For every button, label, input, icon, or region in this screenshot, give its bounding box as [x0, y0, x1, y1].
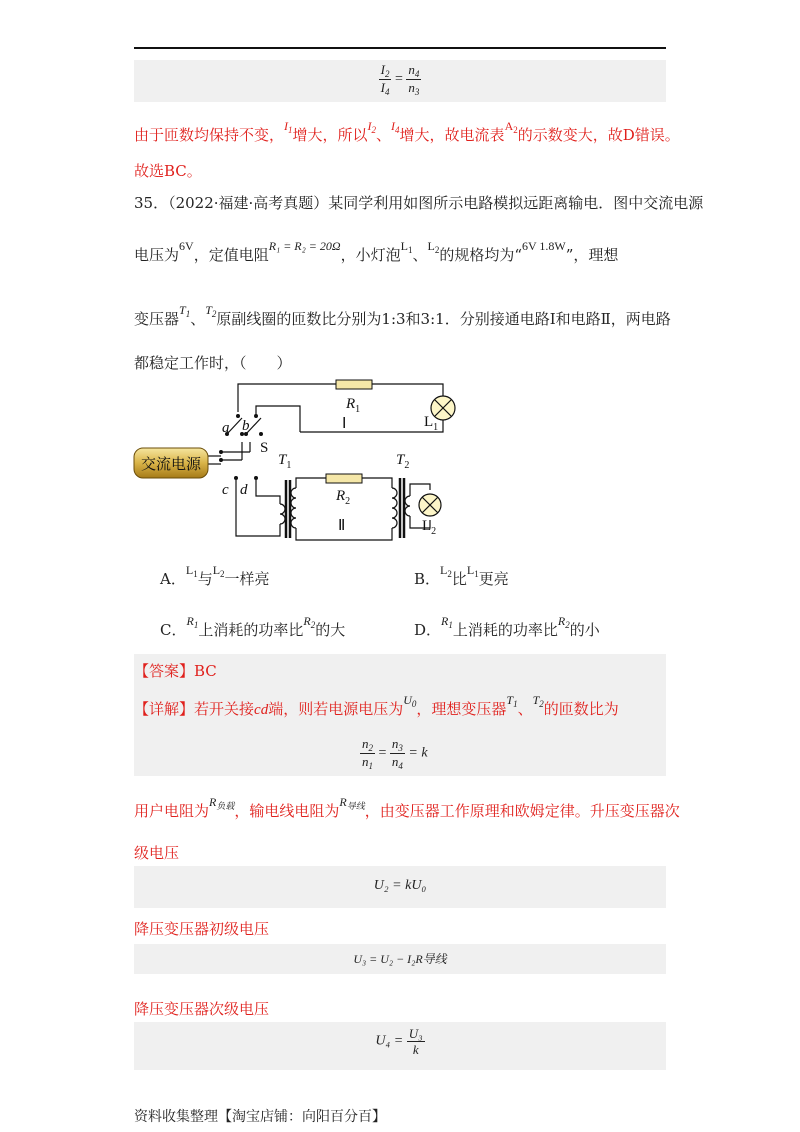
- option-a[interactable]: A．$^{L_1}$与$^{L_2}$一样亮: [160, 563, 270, 588]
- ac-source: [134, 448, 208, 478]
- formula-u3: U₃ = U₂ − I₂R导线: [353, 952, 447, 966]
- detail-line: 【详解】若开关接cd端，则若电源电压为$^{U_0}$，理想变压器$^{T_1}$、$^{T_2}$的匝数比为: [134, 693, 619, 718]
- circuit-diagram: [130, 372, 470, 552]
- option-b[interactable]: B．$^{L_2}$比$^{L_1}$更亮: [414, 563, 509, 588]
- option-d[interactable]: D．$^{R_1}$上消耗的功率比$^{R_2}$的小: [414, 614, 600, 639]
- label-s: S: [260, 440, 269, 456]
- label-l1: $L_1$: [424, 414, 439, 433]
- label-d: d: [240, 482, 248, 498]
- question-line-1: 35．（2022·福建·高考真题）某同学利用如图所示电路模拟远距离输电．图中交流电源: [134, 194, 704, 212]
- label-r1: $R_1$: [346, 396, 361, 415]
- label-t1: $T_1$: [278, 452, 292, 471]
- step-u3-label: 降压变压器初级电压: [134, 920, 270, 938]
- footer-text: 资料收集整理【淘宝店铺：向阳百分百】: [134, 1109, 386, 1125]
- explain-line-2: 故选BC。: [134, 162, 202, 180]
- lamp-l2-icon: [419, 494, 441, 516]
- label-r2: $R_2$: [336, 488, 351, 507]
- formula-i2-i4: $\frac{I_2}{I_4}$ = $\frac{n_4}{n_3}$: [380, 62, 420, 97]
- question-line-3: 变压器$^{T_1}$、$^{T_2}$原副线圈的匝数比分别为1:3和3:1．分别接通电路Ⅰ和电路Ⅱ，两电路: [134, 303, 671, 328]
- lamp-l1-icon: [431, 396, 455, 420]
- formula-u2: U₂ = kU₀: [373, 878, 427, 893]
- user-line-2: 级电压: [134, 844, 180, 862]
- step-u4-label: 降压变压器次级电压: [134, 1000, 270, 1018]
- label-circuit-2: Ⅱ: [338, 518, 346, 534]
- explain-line-1: 由于匝数均保持不变，$^{I_1}$增大，所以$^{I_2}$、$^{I_4}$增大，故电流表$^{A_2}$的示数变大，故D错误。: [134, 119, 680, 144]
- label-t2: $T_2$: [396, 452, 410, 471]
- user-line-1: 用户电阻为$^{R_{负载}}$，输电线电阻为$^{R_{导线}}$，由变压器工作原理和欧姆定律。升压变压器次: [134, 795, 680, 820]
- formula-k: $\frac{n_2}{n_1}$ = $\frac{n_3}{n_4}$ = k: [362, 736, 428, 771]
- label-c: c: [222, 482, 229, 498]
- top-rule: [134, 47, 666, 49]
- question-line-4: 都稳定工作时，（ ）: [134, 354, 292, 372]
- source-label: 交流电源: [140, 455, 202, 473]
- formula-u4: U₄ = $\frac{\text{U₃}}{k}$: [375, 1026, 423, 1057]
- answer-line: 【答案】BC: [134, 662, 217, 680]
- label-circuit-1: Ⅰ: [342, 416, 347, 432]
- label-b: b: [242, 418, 250, 434]
- label-a: a: [222, 420, 230, 436]
- label-l2: $L_2$: [422, 518, 437, 537]
- question-line-2: 电压为$^{6V}$，定值电阻$^{R_1 = R_2 = 20\Omega}$，小灯泡$^{L_1}$、$^{L_2}$的规格均为“$^{6V 1.8W}$”，理想: [134, 239, 619, 264]
- option-c[interactable]: C．$^{R_1}$上消耗的功率比$^{R_2}$的大: [160, 614, 346, 639]
